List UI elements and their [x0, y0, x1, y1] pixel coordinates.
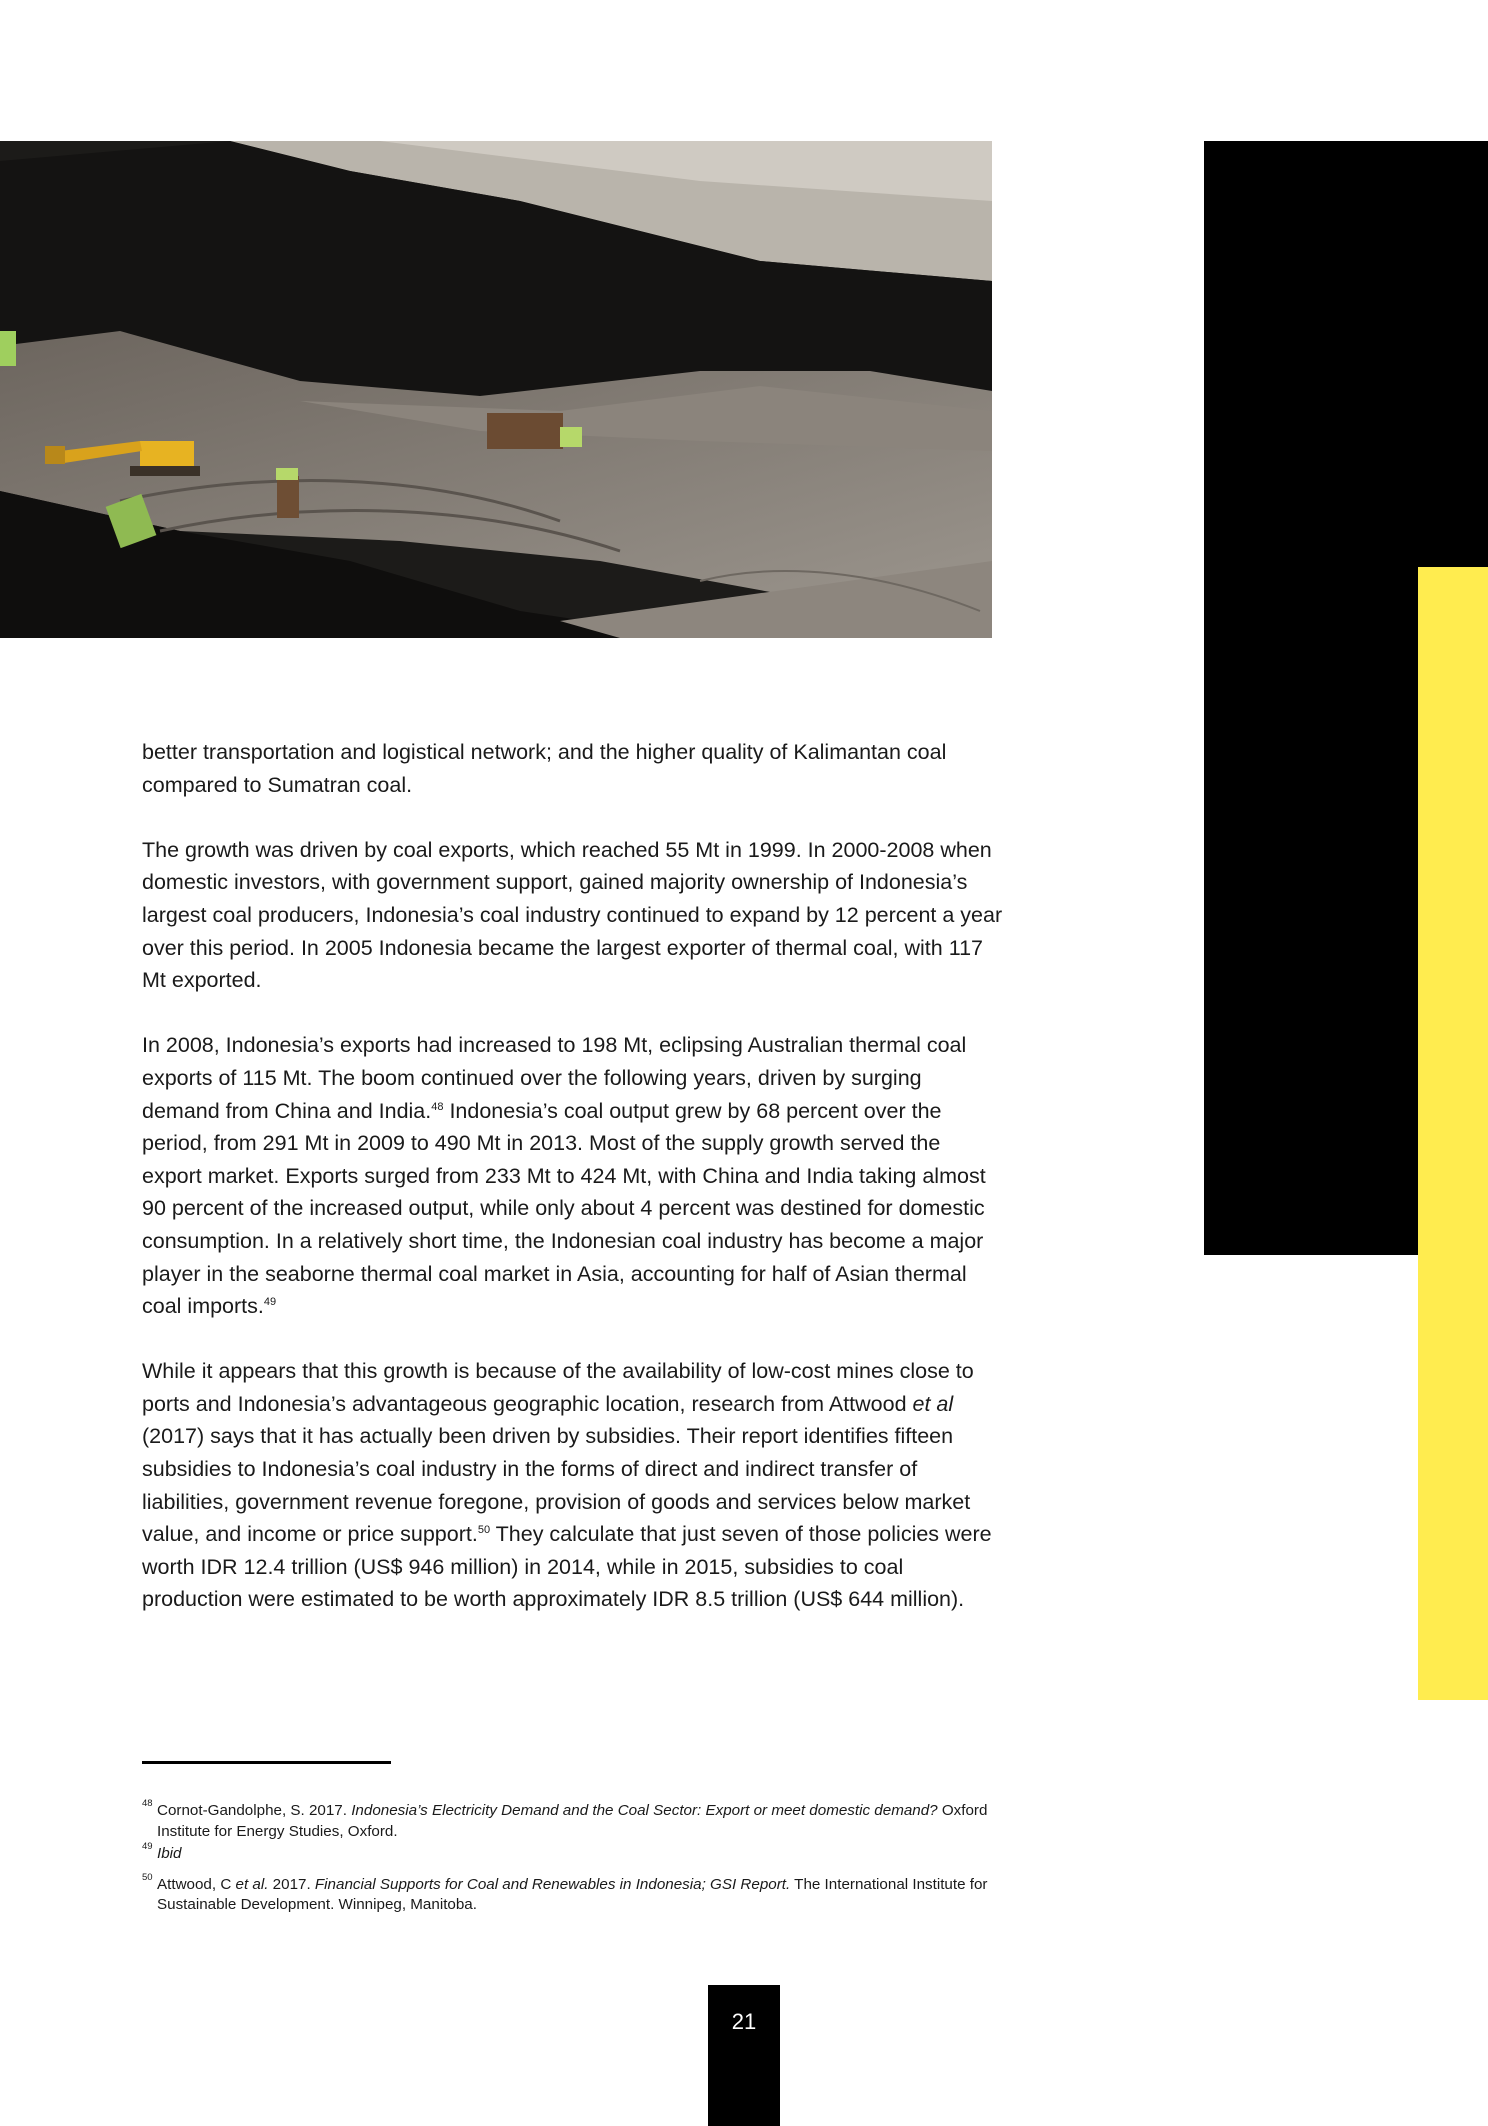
paragraph-1: better transportation and logistical network; and the higher quality of Kalimantan coal compared to Sumatran coal. — [142, 740, 947, 797]
footnote-ref-49[interactable]: 49 — [263, 1296, 277, 1309]
footnote-50: 50 Attwood, C et al. 2017. Financial Supports for Coal and Renewables in Indonesia; GSI Report. The International Institute for Sustainable Development. Winnipeg, Manitoba. — [142, 1871, 988, 1913]
footnote-ref-50[interactable]: 50 — [477, 1524, 491, 1537]
paragraph-3: In 2008, Indonesia’s exports had increased to 198 Mt, eclipsing Australian thermal coal exports of 115 Mt. The boom continued over the following years, driven by surging demand from China and India.$^{48}$ Indonesia’s coal output grew by 68 percent over the period, from 291 Mt in 2009 to 490 Mt in 2013. Most of the supply growth served the export market. Exports surged from 233 Mt to 424 Mt, with China and India taking almost 90 percent of the increased output, while only about 4 percent was destined for domestic consumption. In a relatively short time, the Indonesian coal industry has become a major player in the seaborne thermal coal market in Asia, accounting for half of Asian thermal coal imports.$^{49}$ — [142, 1033, 986, 1319]
footnote-48: 48 Cornot-Gandolphe, S. 2017. Indonesia’s Electricity Demand and the Coal Sector: Export or meet domestic demand? Oxford Institute for Energy Studies, Oxford. — [142, 1798, 988, 1840]
truck-partial — [0, 331, 16, 366]
footnote-49: 49 Ibid — [142, 1841, 182, 1862]
coal-mine-illustration — [0, 141, 992, 638]
coal-mine-aerial-photo — [0, 141, 992, 638]
paragraph-2: The growth was driven by coal exports, which reached 55 Mt in 1999. In 2000-2008 when domestic investors, with government support, gained majority ownership of Indonesia’s largest coal producers, Indonesia’s coal industry continued to expand by 12 percent a year over this period. In 2005 Indonesia became the largest exporter of thermal coal, with 117 Mt exported. — [142, 837, 1003, 993]
paragraph-4: While it appears that this growth is because of the availability of low-cost mines close to ports and Indonesia’s advantageous geographic location, research from Attwood et al (2017) says that it has actually been driven by subsidies. Their report identifies fifteen subsidies to Indonesia’s coal industry in the forms of direct and indirect transfer of liabilities, government revenue foregone, provision of goods and services below market value, and income or price support.$^{50}$ They calculate that just seven of those policies were worth IDR 12.4 trillion (US$ 946 million) in 2014, while in 2015, subsidies to coal production were estimated to be worth approximately IDR 8.5 trillion (US$ 644 million). — [142, 1359, 992, 1612]
decorative-yellow-block — [1418, 567, 1488, 1700]
dump-truck — [276, 468, 299, 518]
page-number: 21 — [708, 1985, 780, 2126]
footnote-divider — [142, 1761, 391, 1764]
body-text — [142, 736, 1004, 1649]
footnotes — [142, 1798, 1022, 1918]
footnote-ref-48[interactable]: 48 — [431, 1100, 444, 1113]
